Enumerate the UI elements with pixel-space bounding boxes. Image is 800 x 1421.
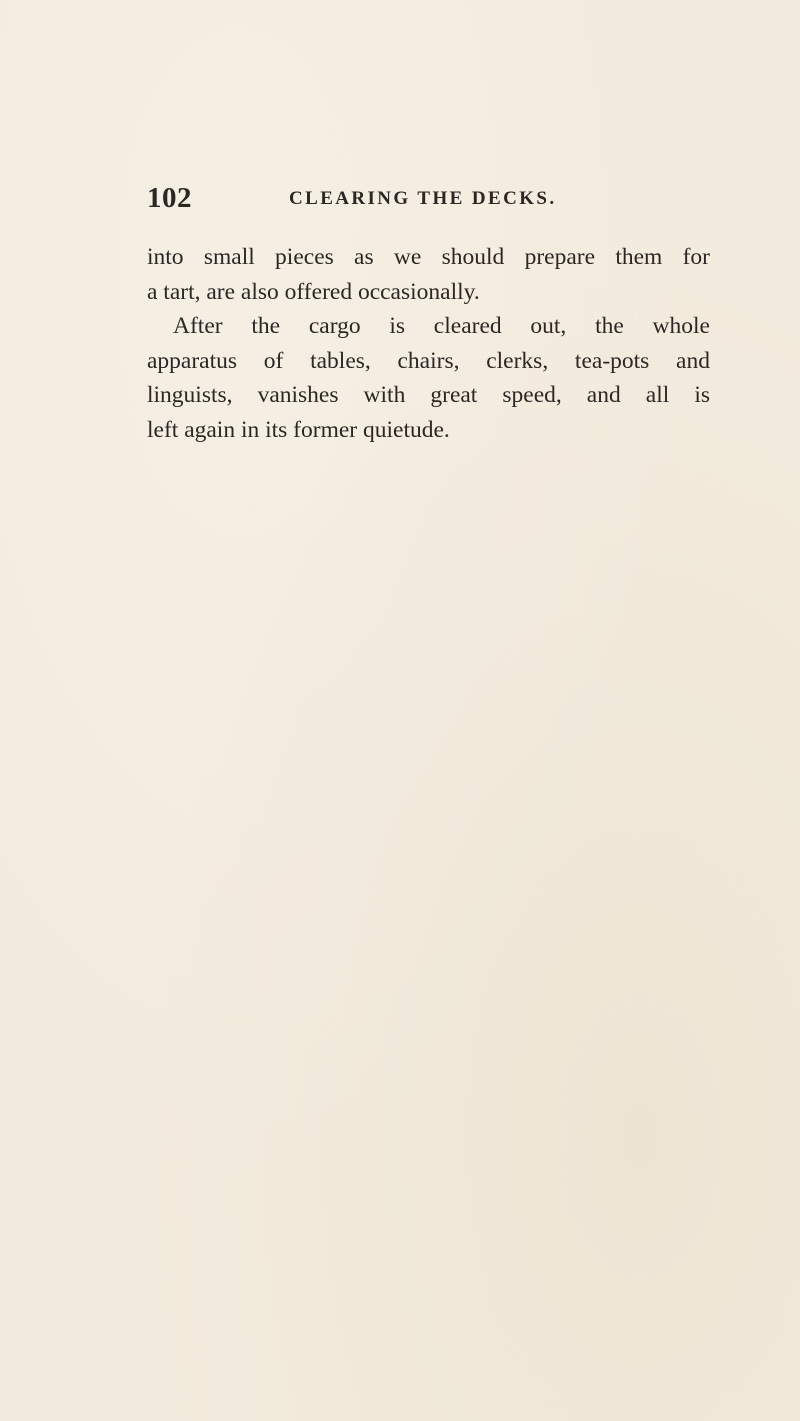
paragraph: [147, 240, 710, 309]
paragraph: [147, 309, 710, 447]
text-line: into small pieces as we should prepare them for: [147, 244, 710, 270]
text-line: apparatus of tables, chairs, clerks, tea-pots and: [147, 347, 710, 374]
body-text: [147, 240, 710, 448]
text-line: linguists, vanishes with great speed, and all is: [147, 382, 710, 409]
text-line: left again in its former quietude.: [147, 416, 450, 443]
page-number: 102: [147, 182, 192, 214]
text-line: After the cargo is cleared out, the whole: [173, 313, 710, 340]
text-line: a tart, are also offered occasionally.: [147, 278, 480, 305]
running-head: CLEARING THE DECKS.: [289, 188, 557, 209]
page-header: [147, 180, 710, 216]
